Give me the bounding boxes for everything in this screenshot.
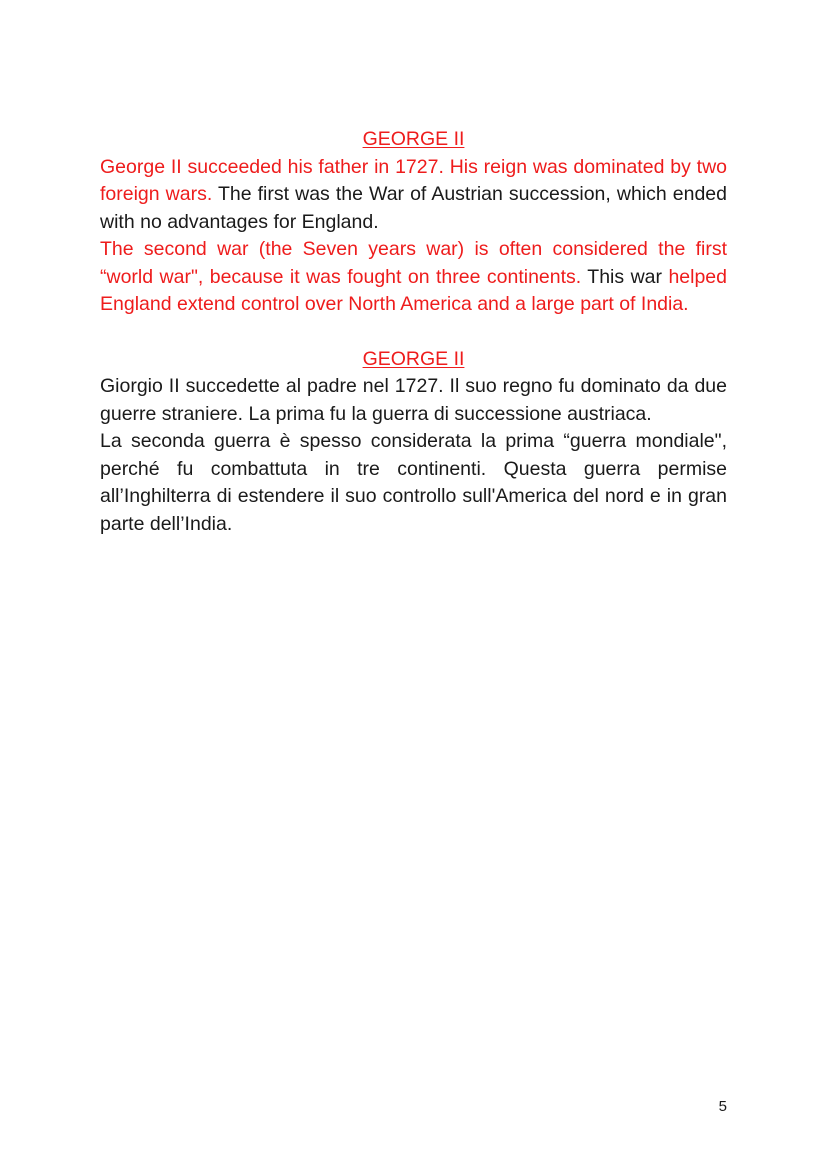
english-p2-highlight-a: The second war (the Seven years war) is often considered the first “world war", because it was fought on three continents. [100,238,727,288]
english-p2-highlight-b: helped England extend control over North America and a large part of India. [100,265,727,315]
page-number: 5 [718,1098,727,1115]
english-p2-text: This war [581,265,669,288]
italian-paragraph-2: La seconda guerra è spesso considerata la prima “guerra mondiale", perché fu combattuta in tre continenti. Questa guerra permise all’Inghilterra di estendere il suo controllo sull'America del nord e in gran parte dell’India. [100,430,727,535]
italian-paragraph-1: Giorgio II succedette al padre nel 1727. Il suo regno fu dominato da due guerre straniere. La prima fu la guerra di successione austriaca. [100,375,727,425]
english-paragraph-1 [100,154,727,237]
italian-title: GEORGE II [362,347,465,370]
english-section [100,126,727,319]
english-paragraph-2 [100,236,727,319]
english-title: GEORGE II [362,128,465,150]
english-p1-highlight: George II succeeded his father in 1727. His reign was dominated by two foreign wars. [100,155,727,205]
english-p1-text: The first was the War of Austrian succession, which ended with no advantages for England. [100,183,727,233]
italian-section [100,346,727,539]
document-page [100,126,727,538]
